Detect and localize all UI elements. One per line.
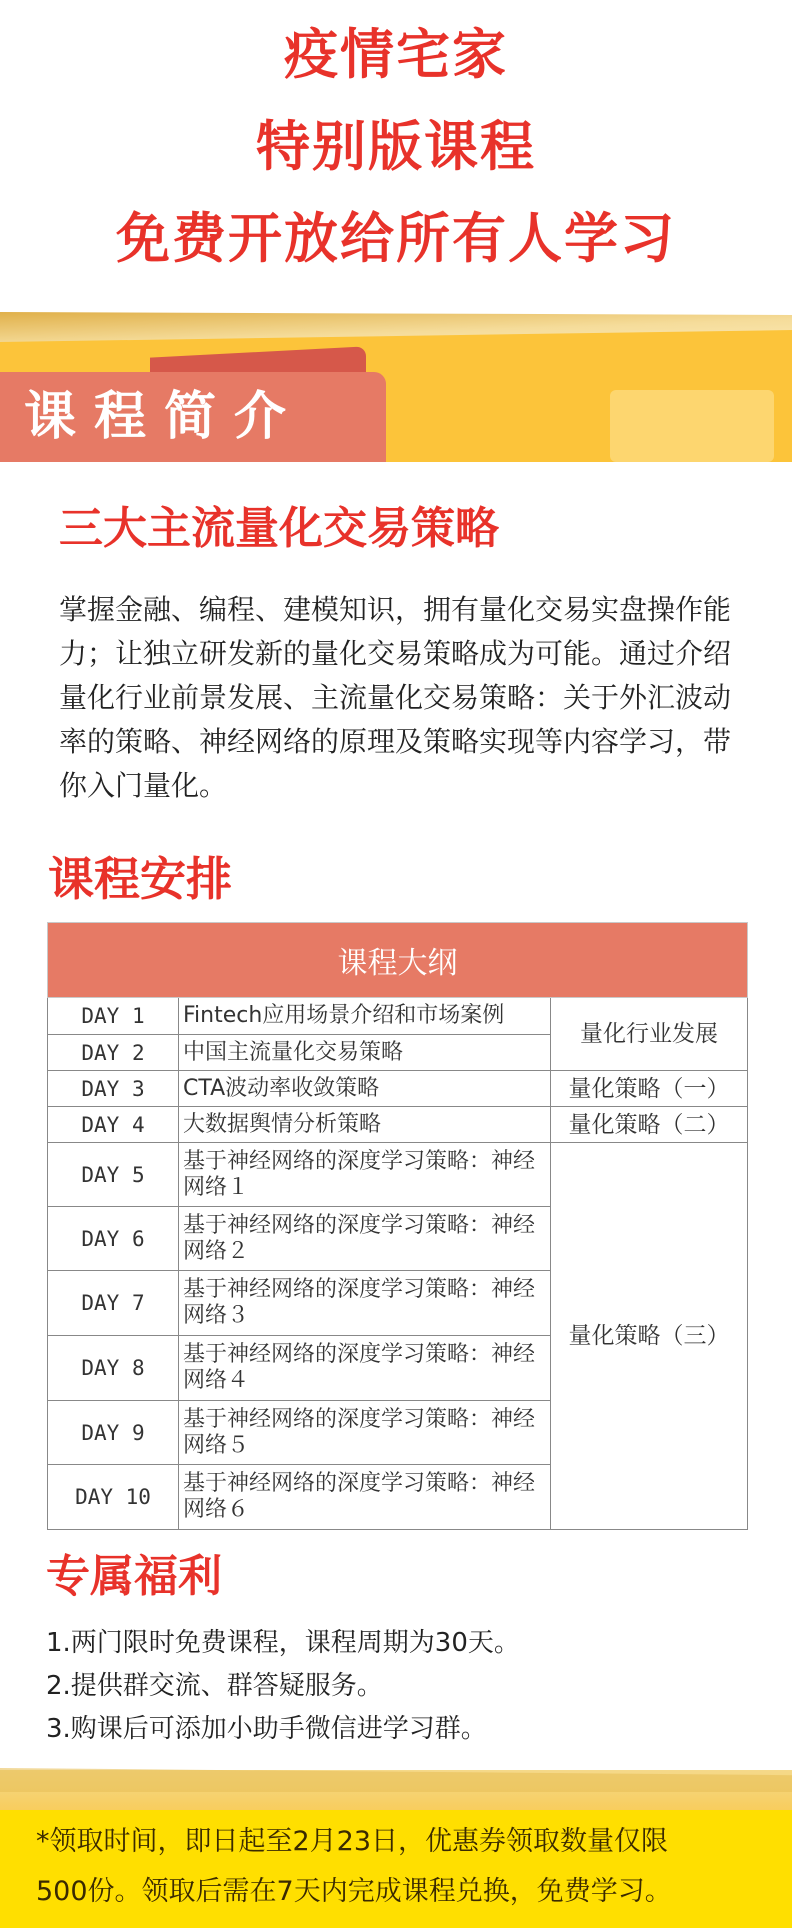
footer-note-line-1: *领取时间，即日起至2月23日，优惠券领取数量仅限 xyxy=(36,1826,669,1857)
day-cell: DAY 8 xyxy=(48,1336,179,1401)
table-row xyxy=(48,998,748,1035)
table-title: 课程大纲 xyxy=(48,923,748,998)
topic-cell: 基于神经网络的深度学习策略：神经网络１ xyxy=(179,1143,551,1207)
topic-cell: 基于神经网络的深度学习策略：神经网络５ xyxy=(179,1401,551,1465)
day-cell: DAY 4 xyxy=(48,1107,179,1143)
category-cell: 量化行业发展 xyxy=(551,998,748,1071)
topic-cell: 基于神经网络的深度学习策略：神经网络６ xyxy=(179,1465,551,1530)
topic-cell: 中国主流量化交易策略 xyxy=(179,1035,551,1071)
table-row xyxy=(48,1143,748,1207)
table-row xyxy=(48,1071,748,1107)
topic-cell: 基于神经网络的深度学习策略：神经网络２ xyxy=(179,1207,551,1271)
day-cell: DAY 1 xyxy=(48,998,179,1035)
intro-heading: 三大主流量化交易策略 xyxy=(59,503,499,554)
topic-cell: 基于神经网络的深度学习策略：神经网络３ xyxy=(179,1271,551,1336)
benefit-item: 1.两门限时免费课程，课程周期为30天。 xyxy=(46,1628,520,1658)
schedule-heading: 课程安排 xyxy=(48,852,232,906)
day-cell: DAY 5 xyxy=(48,1143,179,1207)
table-row xyxy=(48,1107,748,1143)
day-cell: DAY 3 xyxy=(48,1071,179,1107)
footer-note-line-2: 500份。领取后需在7天内完成课程兑换，免费学习。 xyxy=(36,1876,672,1907)
category-cell: 量化策略（三） xyxy=(551,1143,748,1530)
benefits-heading: 专属福利 xyxy=(46,1551,222,1602)
topic-cell: 大数据舆情分析策略 xyxy=(179,1107,551,1143)
benefit-item: 2.提供群交流、群答疑服务。 xyxy=(46,1671,383,1701)
day-cell: DAY 6 xyxy=(48,1207,179,1271)
day-cell: DAY 10 xyxy=(48,1465,179,1530)
title-line-3: 免费开放给所有人学习 xyxy=(116,207,676,270)
intro-paragraph: 掌握金融、编程、建模知识，拥有量化交易实盘操作能力；让独立研发新的量化交易策略成为可能。通过介绍量化行业前景发展、主流量化交易策略：关于外汇波动率的策略、神经网络的原理及策略实现等内容学习，带你入门量化。 xyxy=(59,593,732,802)
title-line-1: 疫情宅家 xyxy=(284,23,508,86)
benefit-item: 3.购课后可添加小助手微信进学习群。 xyxy=(46,1714,487,1744)
course-outline-table xyxy=(47,922,748,1530)
section-tab-label: 课程简介 xyxy=(24,387,305,447)
day-cell: DAY 7 xyxy=(48,1271,179,1336)
title-line-2: 特别版课程 xyxy=(256,115,536,178)
topic-cell: 基于神经网络的深度学习策略：神经网络４ xyxy=(179,1336,551,1401)
day-cell: DAY 2 xyxy=(48,1035,179,1071)
category-cell: 量化策略（二） xyxy=(551,1107,748,1143)
category-cell: 量化策略（一） xyxy=(551,1071,748,1107)
decorative-block xyxy=(610,390,774,462)
topic-cell: Fintech应用场景介绍和市场案例 xyxy=(179,998,551,1035)
topic-cell: CTA波动率收敛策略 xyxy=(179,1071,551,1107)
day-cell: DAY 9 xyxy=(48,1401,179,1465)
